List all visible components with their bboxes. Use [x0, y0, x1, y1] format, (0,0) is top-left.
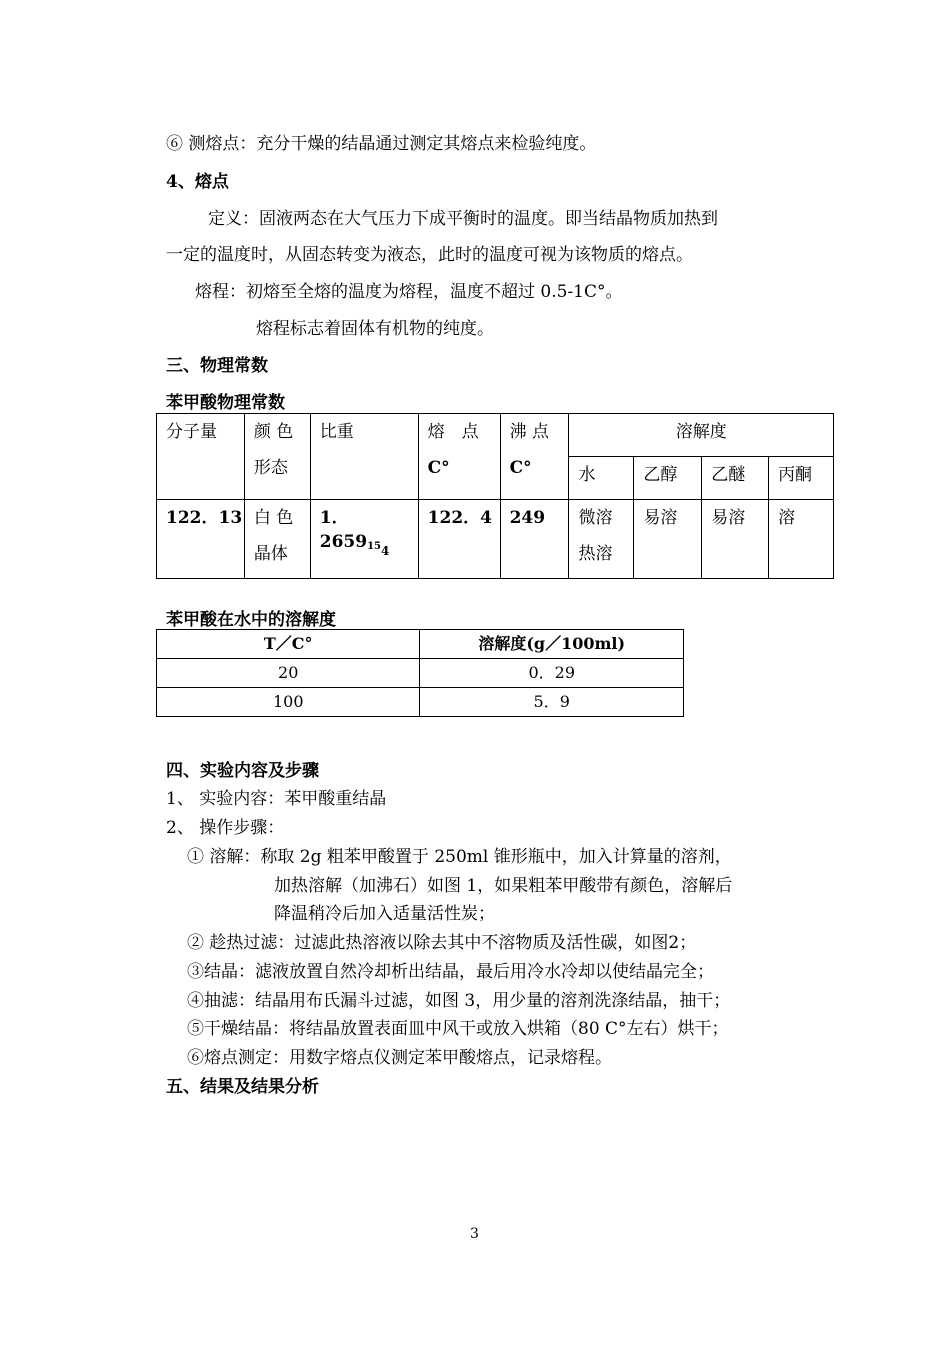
header-ether: 乙醚 [702, 457, 769, 500]
experiment-heading: 四、实验内容及步骤 [166, 761, 319, 781]
page-number: 3 [470, 1226, 479, 1242]
step-melting-point-test: ⑥熔点测定：用数字熔点仪测定苯甲酸熔点，记录熔程。 [187, 1048, 612, 1068]
cell-boiling-point: 249 [500, 500, 569, 579]
header-color-form: 颜 色 形态 [244, 414, 310, 500]
cell-ethanol: 易溶 [634, 500, 702, 579]
table1-title: 苯甲酸物理常数 [166, 393, 285, 413]
definition-line-2: 一定的温度时，从固态转变为液态，此时的温度可视为该物质的熔点。 [166, 245, 693, 265]
cell-melting-point: 122．4 [418, 500, 500, 579]
header-solubility: 溶解度 [569, 414, 834, 457]
physical-constants-heading: 三、物理常数 [166, 356, 268, 376]
melting-range-note: 熔程标志着固体有机物的纯度。 [256, 319, 494, 339]
header-ethanol: 乙醇 [634, 457, 702, 500]
cell-specific-gravity: 1．$265915_4$ [310, 500, 418, 579]
header-specific-gravity: 比重 [310, 414, 418, 500]
header-solubility-value: 溶解度(g／100ml) [420, 630, 684, 659]
cell-temperature: 20 [157, 659, 420, 688]
table-row [157, 659, 684, 688]
step-crystallization: ③结晶：滤液放置自然冷却析出结晶，最后用冷水冷却以使结晶完全； [187, 962, 714, 982]
melting-range-line: 熔程：初熔至全熔的温度为熔程，温度不超过 0.5-1C°。 [195, 282, 623, 302]
cell-solubility: 0．29 [420, 659, 684, 688]
table-row [157, 688, 684, 717]
cell-solubility: 5．9 [420, 688, 684, 717]
cell-acetone: 溶 [769, 500, 834, 579]
header-acetone: 丙酮 [769, 457, 834, 500]
cell-ether: 易溶 [702, 500, 769, 579]
header-molecular-weight: 分子量 [157, 414, 245, 500]
step-hot-filtration: ② 趁热过滤：过滤此热溶液以除去其中不溶物质及活性碳，如图2； [187, 933, 697, 953]
header-melting-point: 熔 点 C° [418, 414, 500, 500]
step-dissolve-line-1: ① 溶解：称取 2g 粗苯甲酸置于 250ml 锥形瓶中，加入计算量的溶剂， [187, 847, 732, 867]
melting-point-heading: 4、熔点 [166, 172, 229, 192]
table2-title: 苯甲酸在水中的溶解度 [166, 610, 336, 630]
definition-line-1: 定义：固液两态在大气压力下成平衡时的温度。即当结晶物质加热到 [208, 209, 718, 229]
results-heading: 五、结果及结果分析 [166, 1077, 319, 1097]
cell-molecular-weight: 122．13 [157, 500, 245, 579]
physical-constants-table [156, 413, 834, 579]
cell-water: 微溶 热溶 [569, 500, 634, 579]
step-dissolve-line-2: 加热溶解（加沸石）如图 1，如果粗苯甲酸带有颜色，溶解后 [274, 876, 733, 896]
cell-color-form: 白 色 晶体 [244, 500, 310, 579]
step-drying: ⑤干燥结晶：将结晶放置表面皿中风干或放入烘箱（80 C°左右）烘干； [187, 1019, 729, 1039]
header-boiling-point: 沸 点 C° [500, 414, 569, 500]
solubility-table [156, 629, 684, 717]
cell-temperature: 100 [157, 688, 420, 717]
step-suction-filtration: ④抽滤：结晶用布氏漏斗过滤，如图 3，用少量的溶剂洗涤结晶，抽干； [187, 991, 731, 1011]
experiment-content: 1、 实验内容：苯甲酸重结晶 [166, 789, 387, 809]
operation-steps: 2、 操作步骤： [166, 818, 285, 838]
step-dissolve-line-3: 降温稍冷后加入适量活性炭； [274, 904, 495, 924]
measure-melting-point-item: ⑥ 测熔点：充分干燥的结晶通过测定其熔点来检验纯度。 [166, 134, 597, 154]
header-water: 水 [569, 457, 634, 500]
header-temperature: T／C° [157, 630, 420, 659]
